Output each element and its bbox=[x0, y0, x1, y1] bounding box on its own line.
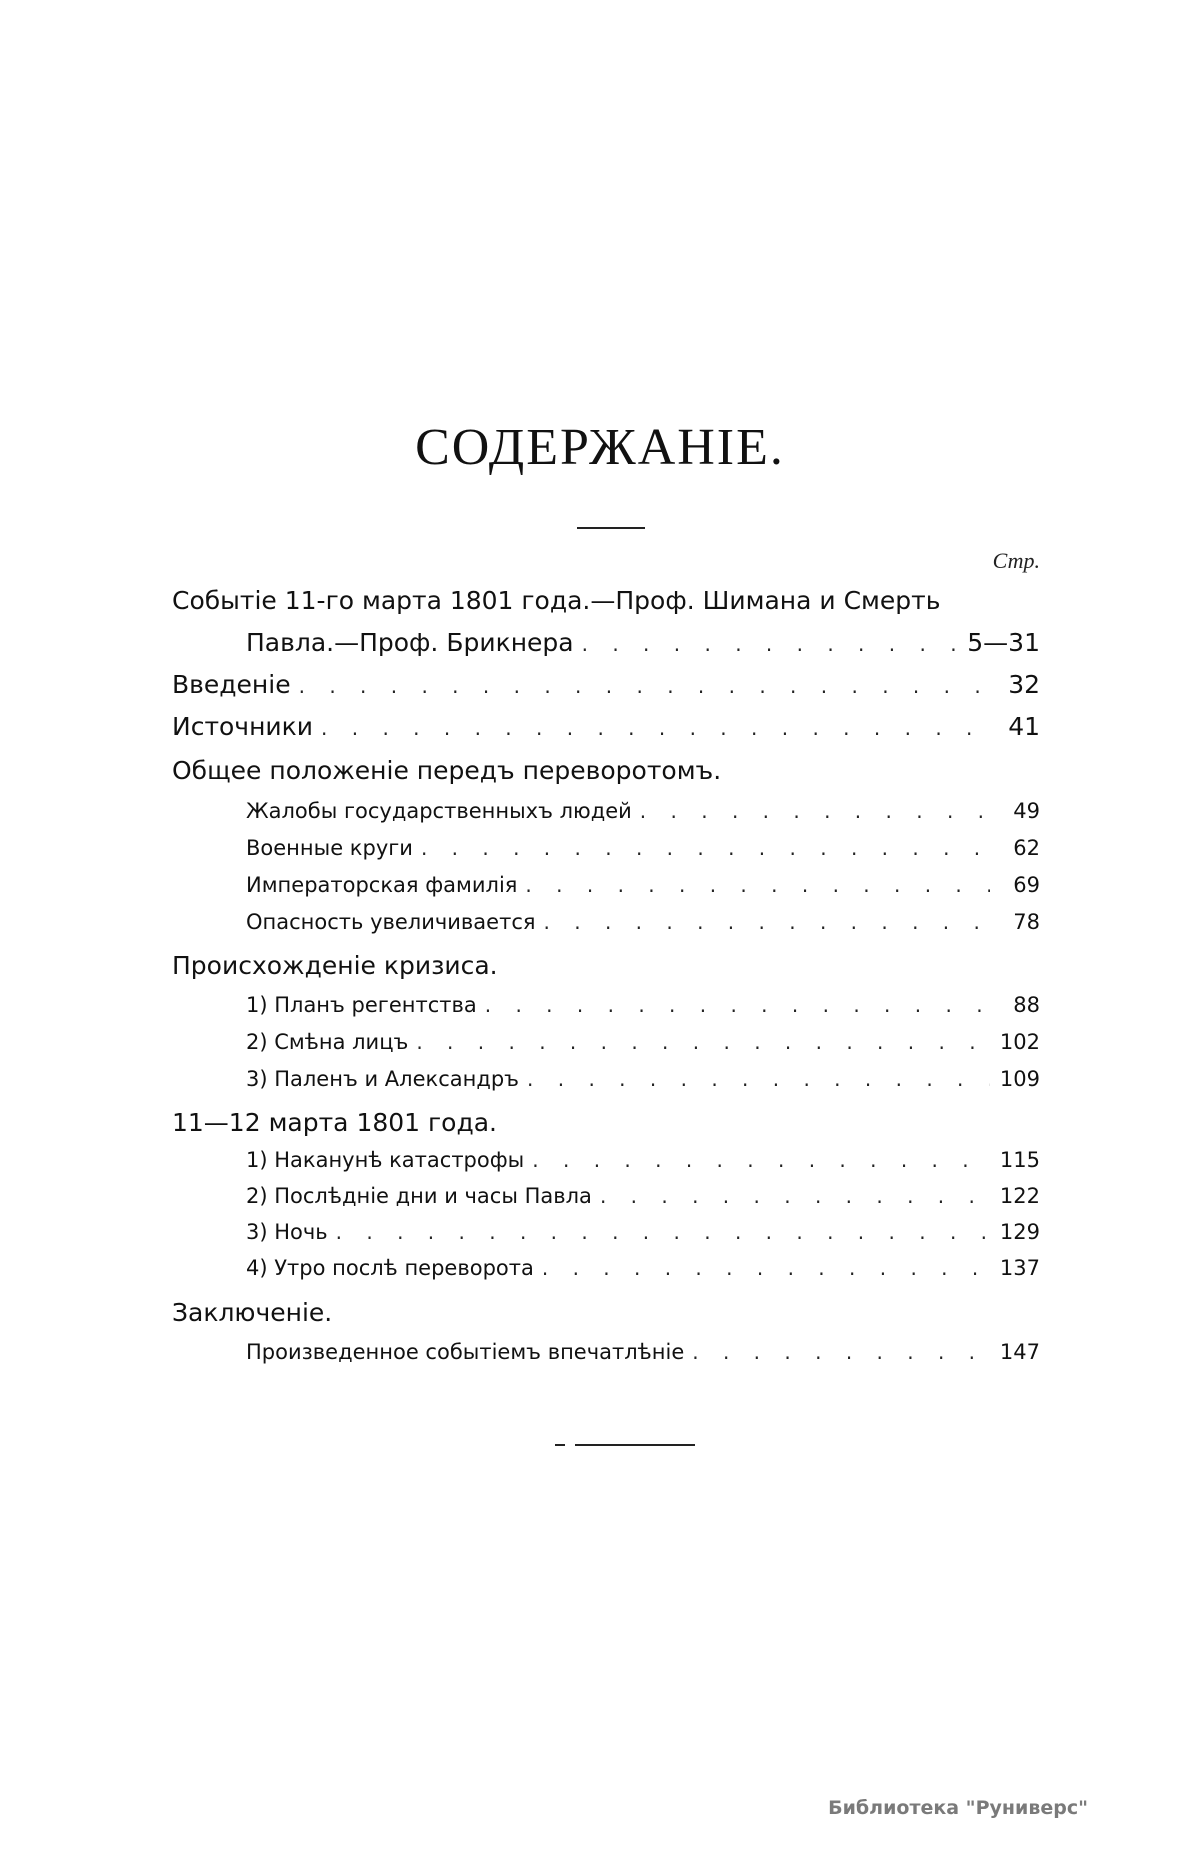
toc-entry-text: Павла.—Проф. Брикнера bbox=[246, 628, 574, 657]
toc-entry-page: 88 bbox=[1013, 993, 1040, 1017]
toc-entry-text: Заключеніе. bbox=[172, 1298, 333, 1327]
toc-entry bbox=[246, 1220, 1040, 1244]
leader-dots bbox=[299, 674, 990, 698]
toc-entry-page: 49 bbox=[1013, 799, 1040, 823]
toc-entry-text: Событіе 11-го марта 1801 года.—Проф. Шимана и Смерть bbox=[172, 586, 941, 615]
toc-entry bbox=[246, 1067, 1040, 1091]
toc-entry-page: 147 bbox=[999, 1340, 1040, 1364]
toc-entry bbox=[246, 993, 1040, 1017]
toc-entry bbox=[246, 1148, 1040, 1172]
toc-section-heading bbox=[172, 951, 498, 980]
toc-section-heading bbox=[172, 1298, 332, 1327]
toc-entry-page: 109 bbox=[999, 1067, 1040, 1091]
toc-entry-page: 32 bbox=[1008, 670, 1040, 699]
leader-dots bbox=[336, 1220, 990, 1244]
toc-entry bbox=[246, 836, 1040, 860]
toc-entry-text: 11—12 марта 1801 года. bbox=[172, 1108, 497, 1137]
toc-entry-text: 4) Утро послѣ переворота bbox=[246, 1256, 534, 1280]
toc-entry bbox=[246, 628, 1040, 657]
toc-entry bbox=[246, 1340, 1040, 1364]
toc-entry bbox=[246, 1256, 1040, 1280]
toc-entry-page: 137 bbox=[999, 1256, 1040, 1280]
toc-entry-page: 5—31 bbox=[967, 628, 1040, 657]
leader-dots bbox=[582, 632, 958, 656]
toc-entry bbox=[246, 1030, 1040, 1054]
leader-dots bbox=[527, 1067, 990, 1091]
toc-entry-page: 78 bbox=[1013, 910, 1040, 934]
toc-entry-text: Жалобы государственныхъ людей bbox=[246, 799, 632, 823]
toc-entry-page: 102 bbox=[999, 1030, 1040, 1054]
toc-entry bbox=[172, 712, 1040, 741]
toc-entry bbox=[246, 1184, 1040, 1208]
toc-entry-page: 122 bbox=[999, 1184, 1040, 1208]
toc-entry bbox=[246, 910, 1040, 934]
leader-dots bbox=[640, 799, 990, 823]
toc-section-heading bbox=[172, 756, 721, 785]
toc-entry-page: 129 bbox=[999, 1220, 1040, 1244]
leader-dots bbox=[600, 1184, 990, 1208]
library-watermark: Библиотека "Руниверс" bbox=[828, 1797, 1088, 1819]
toc-entry-text: 1) Планъ регентства bbox=[246, 993, 477, 1017]
leader-dots bbox=[692, 1340, 990, 1364]
toc-entry-text: Происхожденіе кризиса. bbox=[172, 951, 498, 980]
toc-entry-text: 3) Паленъ и Александръ bbox=[246, 1067, 520, 1091]
leader-dots bbox=[542, 1256, 990, 1280]
toc-entry bbox=[172, 586, 940, 615]
toc-entry-text: Источники bbox=[172, 712, 314, 741]
toc-entry-text: Общее положеніе передъ переворотомъ. bbox=[172, 756, 722, 785]
toc-entry-page: 41 bbox=[1008, 712, 1040, 741]
toc-entry-page: 62 bbox=[1013, 836, 1040, 860]
closing-divider bbox=[555, 1444, 695, 1446]
page-title: СОДЕРЖАНІЕ. bbox=[415, 419, 785, 476]
toc-entry-text: Императорская фамилія bbox=[246, 873, 518, 897]
leader-dots bbox=[544, 910, 990, 934]
toc-entry-text: Опасность увеличивается bbox=[246, 910, 536, 934]
toc-entry-text: 2) Послѣдніе дни и часы Павла bbox=[246, 1184, 592, 1208]
toc-entry bbox=[246, 873, 1040, 897]
toc-section-heading bbox=[172, 1108, 497, 1137]
toc-entry-text: 3) Ночь bbox=[246, 1220, 328, 1244]
leader-dots bbox=[421, 836, 990, 860]
toc-entry-text: 2) Смѣна лицъ bbox=[246, 1030, 409, 1054]
toc-entry-text: Произведенное событіемъ впечатлѣніе bbox=[246, 1340, 685, 1364]
toc-entry-page: 115 bbox=[999, 1148, 1040, 1172]
toc-entry-text: Военные круги bbox=[246, 836, 413, 860]
leader-dots bbox=[525, 873, 990, 897]
leader-dots bbox=[485, 993, 990, 1017]
pages-column-header: Стр. bbox=[992, 548, 1040, 573]
toc-entry-text: 1) Наканунѣ катастрофы bbox=[246, 1148, 525, 1172]
toc-entry-page: 69 bbox=[1013, 873, 1040, 897]
leader-dots bbox=[532, 1148, 990, 1172]
toc-entry bbox=[172, 670, 1040, 699]
leader-dots bbox=[321, 716, 990, 740]
toc-entry-text: Введеніе bbox=[172, 670, 291, 699]
leader-dots bbox=[416, 1030, 990, 1054]
toc-entry bbox=[246, 799, 1040, 823]
